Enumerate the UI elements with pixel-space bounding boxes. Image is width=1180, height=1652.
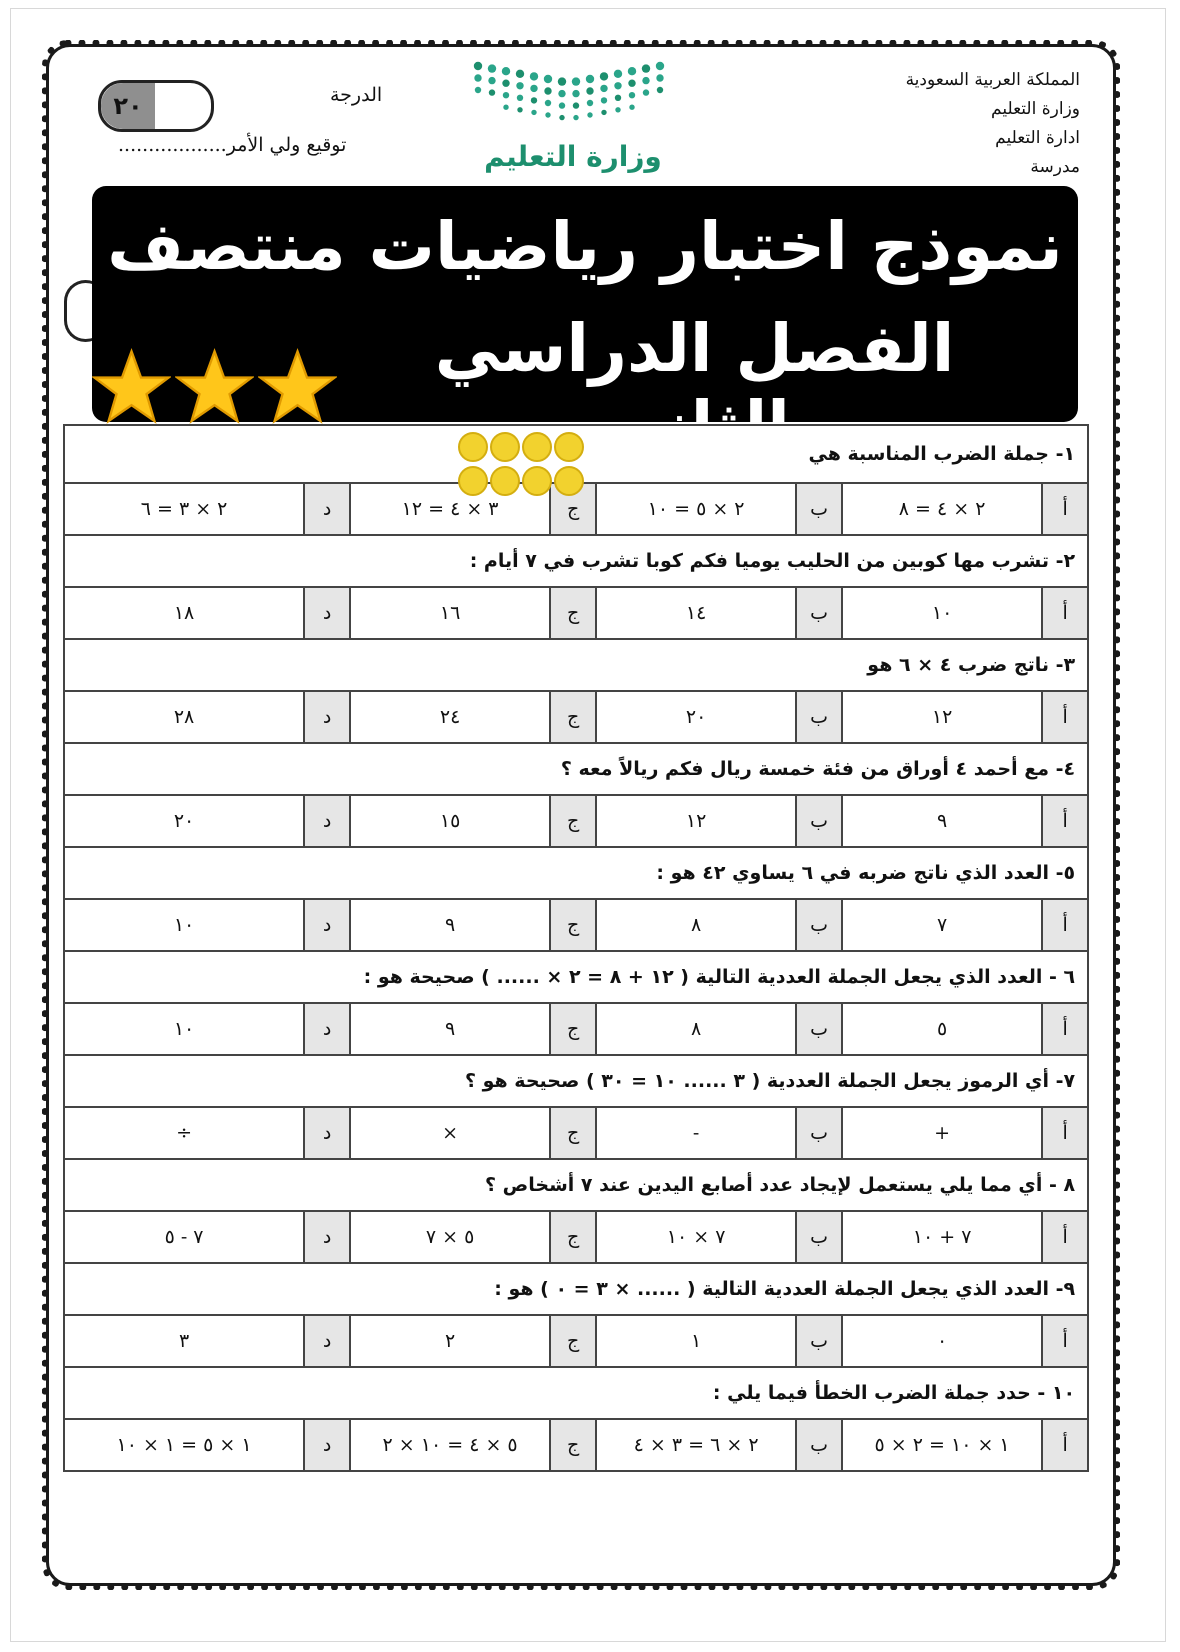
- option-label: ج: [550, 691, 596, 743]
- option-value[interactable]: ٨: [596, 1003, 796, 1055]
- option-label: ج: [550, 899, 596, 951]
- answer-row: [64, 795, 1088, 847]
- question-row: [64, 1055, 1088, 1107]
- banner-title-line1: نموذج اختبار رياضيات منتصف: [107, 208, 1063, 285]
- answer-row: [64, 1003, 1088, 1055]
- option-label: د: [304, 899, 350, 951]
- option-value[interactable]: ١٦: [350, 587, 550, 639]
- answer-row: [64, 899, 1088, 951]
- coin-icon: [459, 433, 487, 461]
- option-label: ج: [550, 1107, 596, 1159]
- option-value[interactable]: ١٥: [350, 795, 550, 847]
- option-label: ب: [796, 483, 842, 535]
- option-value[interactable]: ٢٠: [64, 795, 304, 847]
- option-value[interactable]: ١ × ٥ = ١ × ١٠: [64, 1419, 304, 1471]
- option-label: ب: [796, 795, 842, 847]
- header-line: وزارة التعليم: [991, 99, 1080, 119]
- option-value[interactable]: ١ × ١٠ = ٢ × ٥: [842, 1419, 1042, 1471]
- answer-row: [64, 691, 1088, 743]
- option-value[interactable]: ١٤: [596, 587, 796, 639]
- option-label: د: [304, 795, 350, 847]
- coin-icon: [555, 467, 583, 495]
- question-row: [64, 1159, 1088, 1211]
- answer-row: [64, 1211, 1088, 1263]
- option-value[interactable]: ٢: [350, 1315, 550, 1367]
- option-label: ب: [796, 587, 842, 639]
- option-value[interactable]: +: [842, 1107, 1042, 1159]
- option-value[interactable]: ٢ × ٦ = ٣ × ٤: [596, 1419, 796, 1471]
- header-line: ادارة التعليم: [995, 128, 1080, 148]
- option-value[interactable]: ٥ × ٧: [350, 1211, 550, 1263]
- option-label: ب: [796, 1107, 842, 1159]
- option-value[interactable]: ١٢: [842, 691, 1042, 743]
- answer-row: [64, 587, 1088, 639]
- option-label: ب: [796, 1315, 842, 1367]
- grade-label: الدرجة: [330, 84, 383, 106]
- option-value[interactable]: ٥ × ٤ = ١٠ × ٢: [350, 1419, 550, 1471]
- option-value[interactable]: ×: [350, 1107, 550, 1159]
- question-text: ١- جملة الضرب المناسبة هي: [64, 425, 1088, 483]
- option-label: ب: [796, 1211, 842, 1263]
- option-label: ج: [550, 483, 596, 535]
- question-row: [64, 1367, 1088, 1419]
- coin-icon: [555, 433, 583, 461]
- question-text: ٨ - أي مما يلي يستعمل لإيجاد عدد أصابع اليدين عند ٧ أشخاص ؟: [64, 1159, 1088, 1211]
- question-row: [64, 951, 1088, 1003]
- questions-table: [63, 424, 1089, 1472]
- question-text: ١٠ - حدد جملة الضرب الخطأ فيما يلي :: [64, 1367, 1088, 1419]
- option-label: ج: [550, 587, 596, 639]
- option-value[interactable]: ٧ - ٥: [64, 1211, 304, 1263]
- option-value[interactable]: ٩: [842, 795, 1042, 847]
- star-icon: [92, 346, 171, 428]
- option-value[interactable]: ٢ × ٣ = ٦: [64, 483, 304, 535]
- option-label: د: [304, 1211, 350, 1263]
- option-label: أ: [1042, 899, 1088, 951]
- option-label: أ: [1042, 691, 1088, 743]
- coin-icon: [491, 467, 519, 495]
- option-value[interactable]: ٠: [842, 1315, 1042, 1367]
- option-label: ب: [796, 691, 842, 743]
- grade-box: [98, 80, 214, 132]
- option-label: د: [304, 1419, 350, 1471]
- option-label: أ: [1042, 587, 1088, 639]
- option-value[interactable]: ÷: [64, 1107, 304, 1159]
- question-text: ٦ - العدد الذي يجعل الجملة العددية التالية ( ١٢ + ٨ = ٢ × ...... ) صحيحة هو :: [64, 951, 1088, 1003]
- question-text: ٥- العدد الذي ناتج ضربه في ٦ يساوي ٤٢ هو :: [64, 847, 1088, 899]
- question-row: [64, 639, 1088, 691]
- option-value[interactable]: ٧ × ١٠: [596, 1211, 796, 1263]
- option-value[interactable]: ٢٤: [350, 691, 550, 743]
- option-value[interactable]: ١٠: [842, 587, 1042, 639]
- option-value[interactable]: ٥: [842, 1003, 1042, 1055]
- option-label: د: [304, 483, 350, 535]
- coin-icon: [491, 433, 519, 461]
- option-label: أ: [1042, 1211, 1088, 1263]
- answer-row: [64, 1315, 1088, 1367]
- question-text: ٩- العدد الذي يجعل الجملة العددية التالية ( ...... × ٣ = ٠ ) هو :: [64, 1263, 1088, 1315]
- guardian-signature: توقيع ولي الأمر..................: [118, 134, 347, 156]
- option-value[interactable]: ٩: [350, 1003, 550, 1055]
- option-value[interactable]: ٣ × ٤ = ١٢: [350, 483, 550, 535]
- option-value[interactable]: ١: [596, 1315, 796, 1367]
- question-row: [64, 535, 1088, 587]
- option-label: ج: [550, 1419, 596, 1471]
- coins-illustration: [456, 430, 586, 500]
- option-value[interactable]: ٢٨: [64, 691, 304, 743]
- option-value[interactable]: ٢ × ٥ = ١٠: [596, 483, 796, 535]
- option-label: د: [304, 587, 350, 639]
- option-label: ب: [796, 1419, 842, 1471]
- question-text: ٢- تشرب مها كوبين من الحليب يوميا فكم كوبا تشرب في ٧ أيام :: [64, 535, 1088, 587]
- option-label: ج: [550, 1315, 596, 1367]
- header-line: المملكة العربية السعودية: [905, 70, 1080, 90]
- option-label: د: [304, 1003, 350, 1055]
- question-text: ٣- ناتج ضرب ٤ × ٦ هو: [64, 639, 1088, 691]
- option-value[interactable]: ٢ × ٤ = ٨: [842, 483, 1042, 535]
- star-icon: [175, 346, 254, 428]
- option-label: أ: [1042, 1315, 1088, 1367]
- question-row: [64, 743, 1088, 795]
- option-label: ب: [796, 1003, 842, 1055]
- answer-row: [64, 1107, 1088, 1159]
- option-label: أ: [1042, 1107, 1088, 1159]
- option-label: د: [304, 1315, 350, 1367]
- coin-icon: [523, 433, 551, 461]
- option-value[interactable]: ٧: [842, 899, 1042, 951]
- header-ministry-info: [906, 66, 1080, 182]
- banner-title-line2-text: الفصل الدراسي الثاني: [434, 310, 955, 464]
- option-label: أ: [1042, 483, 1088, 535]
- coin-icon: [459, 467, 487, 495]
- option-label: د: [304, 691, 350, 743]
- option-value[interactable]: ٨: [596, 899, 796, 951]
- question-text: ٤- مع أحمد ٤ أوراق من فئة خمسة ريال فكم ريالاً معه ؟: [64, 743, 1088, 795]
- option-value[interactable]: ١٨: [64, 587, 304, 639]
- option-label: ج: [550, 1211, 596, 1263]
- option-label: ب: [796, 899, 842, 951]
- option-label: أ: [1042, 1003, 1088, 1055]
- option-label: ج: [550, 1003, 596, 1055]
- grade-value: ٢٠: [101, 83, 155, 129]
- star-icon: [258, 346, 337, 428]
- question-row: [64, 847, 1088, 899]
- option-value[interactable]: ٣: [64, 1315, 304, 1367]
- option-value[interactable]: ٩: [350, 899, 550, 951]
- question-row: [64, 1263, 1088, 1315]
- option-label: أ: [1042, 1419, 1088, 1471]
- option-value[interactable]: ٢٠: [596, 691, 796, 743]
- option-label: د: [304, 1107, 350, 1159]
- option-value[interactable]: ١٠: [64, 1003, 304, 1055]
- option-value[interactable]: ١٢: [596, 795, 796, 847]
- question-text: ٧- أي الرموز يجعل الجملة العددية ( ٣ ...... ١٠ = ٣٠ ) صحيحة هو ؟: [64, 1055, 1088, 1107]
- answer-row: [64, 1419, 1088, 1471]
- option-label: أ: [1042, 795, 1088, 847]
- option-value[interactable]: ٧ + ١٠: [842, 1211, 1042, 1263]
- logo-text: وزارة التعليم: [484, 140, 662, 173]
- header-line: مدرسة: [1030, 157, 1080, 177]
- option-value[interactable]: ١٠: [64, 899, 304, 951]
- coin-icon: [523, 467, 551, 495]
- option-value[interactable]: -: [596, 1107, 796, 1159]
- option-label: ج: [550, 795, 596, 847]
